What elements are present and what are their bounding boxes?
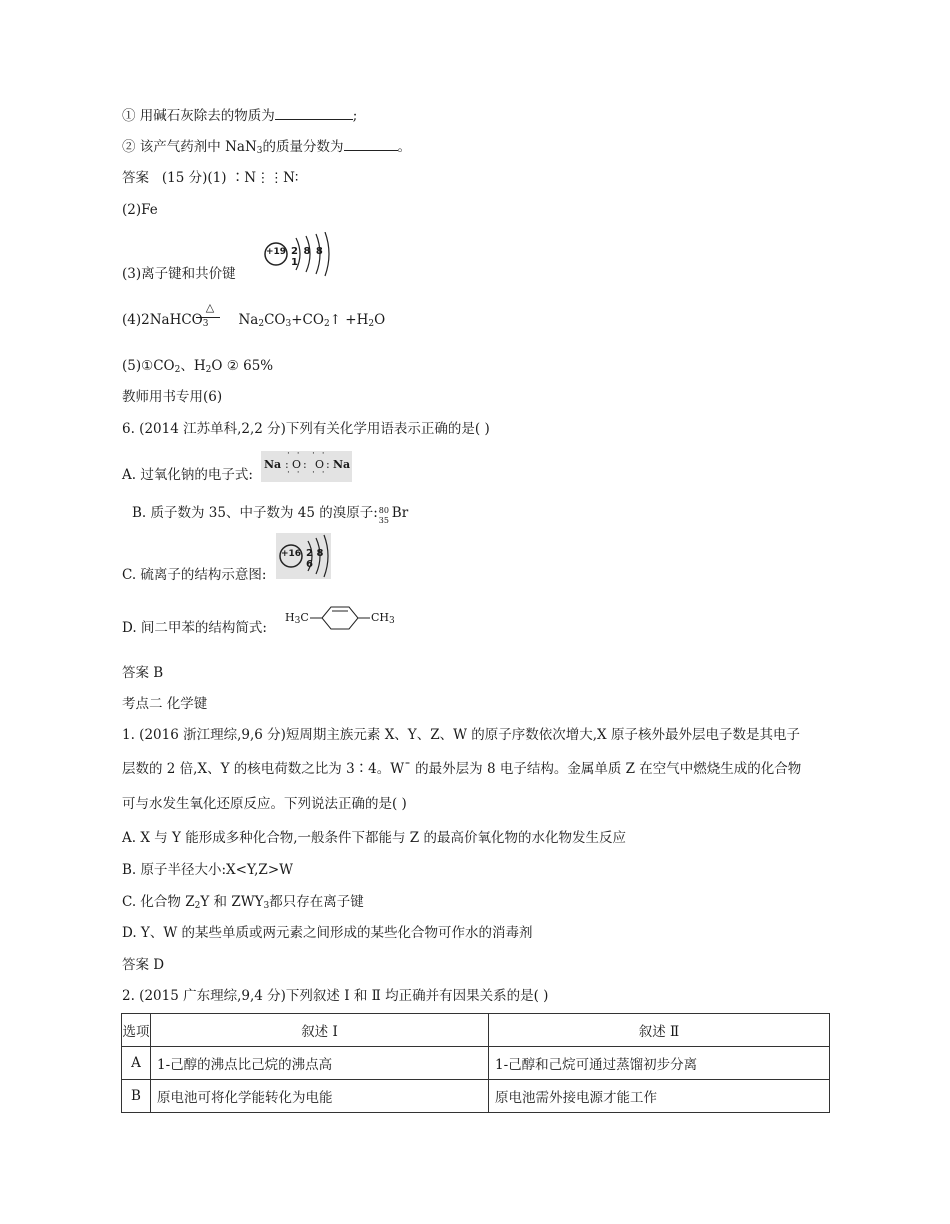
teacher-note: 教师用书专用(6) xyxy=(122,389,223,405)
table-row xyxy=(122,1047,830,1080)
table-cell: B xyxy=(122,1080,151,1113)
table-header-cell: 叙述 Ⅱ xyxy=(489,1014,830,1047)
potassium-atom-diagram: +19 2 8 8 1 xyxy=(262,232,334,278)
table-cell: 原电池可将化学能转化为电能 xyxy=(151,1080,489,1113)
option-6d: D. 间二甲苯的结构简式: xyxy=(122,620,267,636)
option-1a: A. X 与 Y 能形成多种化合物,一般条件下都能与 Z 的最高价氧化物的水化物发生反应 xyxy=(122,830,626,846)
table-cell: 1-己醇的沸点比己烷的沸点高 xyxy=(151,1047,489,1080)
heat-symbol: △ xyxy=(205,301,215,314)
answer-6: 答案 B xyxy=(122,665,164,681)
nitrogen-electron-formula: ∶N⋮⋮N∶ xyxy=(230,170,299,186)
table-header-cell: 选项 xyxy=(122,1014,151,1047)
section-heading: 考点二 化学键 xyxy=(122,696,208,712)
table-header-row xyxy=(122,1014,830,1047)
statement-table xyxy=(121,1013,830,1113)
answer-line: 答案 (15 分)(1) ∶N⋮⋮N∶ xyxy=(122,170,299,186)
answer-blank xyxy=(275,105,353,120)
sulfide-ion-diagram: +16 2 8 6 xyxy=(276,533,331,579)
option-1d: D. Y、W 的某些单质或两元素之间形成的某些化合物可作水的消毒剂 xyxy=(122,925,533,941)
option-1b: B. 原子半径大小:X<Y,Z>W xyxy=(122,862,294,878)
question-1-line-3: 可与水发生氧化还原反应。下列说法正确的是( ) xyxy=(122,796,407,812)
table-cell: 1-己醇和己烷可通过蒸馏初步分离 xyxy=(489,1047,830,1080)
answer-4: (4)2NaHCO$_3$ $Na_2CO_3+CO_2↑ +H_2O$ xyxy=(122,312,386,329)
xylene-structure: $H_3C$ $CH_3$ xyxy=(285,603,395,633)
answer-2: (2)Fe xyxy=(122,202,158,218)
table-header-cell: 叙述 Ⅰ xyxy=(151,1014,489,1047)
question-6: 6. (2014 江苏单科,2,2 分)下列有关化学用语表示正确的是( ) xyxy=(122,421,490,437)
question-1-line-1: 1. (2016 浙江理综,9,6 分)短周期主族元素 X、Y、Z、W 的原子序数依次增大,X 原子核外最外层电子数是其电子 xyxy=(122,727,800,743)
answer-5: $(5)①CO_2$、$H_2O$ ② 65% xyxy=(122,358,274,375)
option-6a: A. 过氧化钠的电子式: xyxy=(122,467,253,483)
option-6c: C. 硫离子的结构示意图: xyxy=(122,567,267,583)
option-6b: B. 质子数为 35、中子数为 45 的溴原子: 80 35 Br xyxy=(132,505,409,525)
question-line-1: ① 用碱石灰除去的物质为 ; xyxy=(122,105,357,125)
option-1c: C. 化合物 $Z_2Y$ 和 $ZWY_3$都只存在离子键 xyxy=(122,894,364,911)
table-row xyxy=(122,1080,830,1113)
peroxide-electron-formula: Na · · : O : · · · · O : · · Na xyxy=(261,451,352,482)
table-cell: A xyxy=(122,1047,151,1080)
answer-3: (3)离子键和共价键 xyxy=(122,266,236,282)
table-cell: 原电池需外接电源才能工作 xyxy=(489,1080,830,1113)
question-line-2: ② 该产气药剂中 NaN$_3$的质量分数为 。 xyxy=(122,136,411,156)
answer-blank xyxy=(344,136,398,151)
answer-1: 答案 D xyxy=(122,957,165,973)
question-2: 2. (2015 广东理综,9,4 分)下列叙述 Ⅰ 和 Ⅱ 均正确并有因果关系的是( ) xyxy=(122,988,549,1004)
question-1-line-2: 层数的 2 倍,X、Y 的核电荷数之比为 3∶4。W¯ 的最外层为 8 电子结构。金属单质 Z 在空气中燃烧生成的化合物 xyxy=(122,761,802,777)
